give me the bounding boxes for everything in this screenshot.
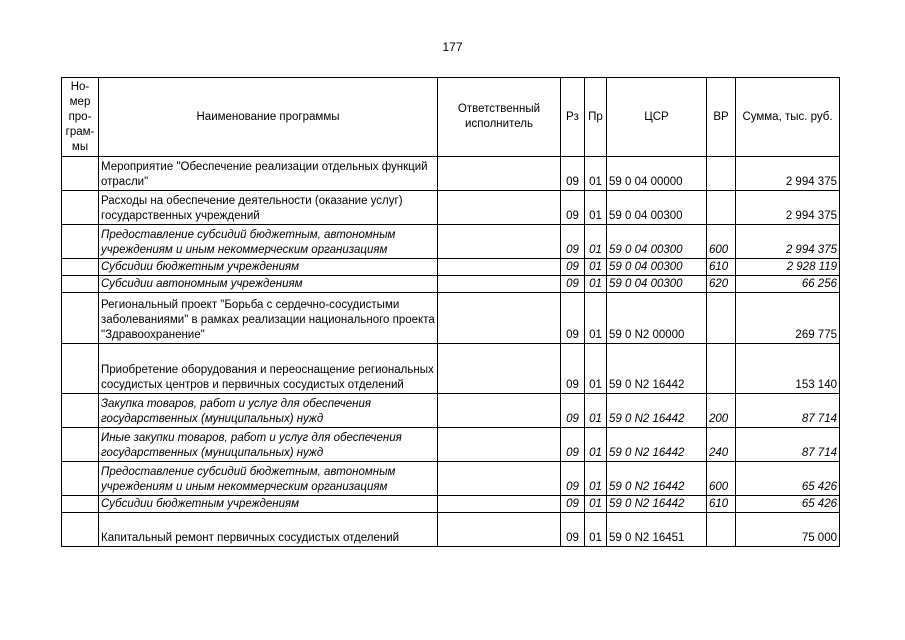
table-row <box>62 428 840 462</box>
vr-cell <box>707 191 736 225</box>
sum-cell: 2 994 375 <box>736 191 840 225</box>
csr-cell: 59 0 04 00000 <box>607 157 707 191</box>
executor-cell <box>438 157 561 191</box>
sum-cell: 2 994 375 <box>736 157 840 191</box>
table-row <box>62 513 840 547</box>
header-executor: Ответственный исполнитель <box>438 78 561 157</box>
program-name-cell: Капитальный ремонт первичных сосудистых отделений <box>99 513 438 547</box>
sum-cell: 269 775 <box>736 293 840 344</box>
executor-cell <box>438 225 561 259</box>
program-name-cell: Субсидии автономным учреждениям <box>99 276 438 293</box>
pr-cell: 01 <box>585 513 607 547</box>
rz-cell: 09 <box>561 225 585 259</box>
table-row <box>62 259 840 276</box>
pr-cell: 01 <box>585 462 607 496</box>
pr-cell: 01 <box>585 394 607 428</box>
program-number-cell <box>62 157 99 191</box>
sum-cell: 65 426 <box>736 462 840 496</box>
pr-cell: 01 <box>585 293 607 344</box>
page-number: 177 <box>442 40 463 54</box>
vr-cell: 600 <box>707 225 736 259</box>
executor-cell <box>438 344 561 394</box>
table-row <box>62 496 840 513</box>
rz-cell: 09 <box>561 259 585 276</box>
program-name-cell: Субсидии бюджетным учреждениям <box>99 496 438 513</box>
table-body <box>62 157 840 547</box>
rz-cell: 09 <box>561 428 585 462</box>
rz-cell: 09 <box>561 293 585 344</box>
table-header-row <box>62 78 840 157</box>
table-row <box>62 344 840 394</box>
table-row <box>62 462 840 496</box>
header-program-number: Но-мер про-грам-мы <box>62 78 99 157</box>
pr-cell: 01 <box>585 428 607 462</box>
program-number-cell <box>62 344 99 394</box>
header-csr: ЦСР <box>607 78 707 157</box>
executor-cell <box>438 293 561 344</box>
vr-cell: 610 <box>707 496 736 513</box>
executor-cell <box>438 513 561 547</box>
rz-cell: 09 <box>561 276 585 293</box>
sum-cell: 2 994 375 <box>736 225 840 259</box>
vr-cell: 200 <box>707 394 736 428</box>
csr-cell: 59 0 N2 16442 <box>607 462 707 496</box>
program-name-cell: Предоставление субсидий бюджетным, автономным учреждениям и иным некоммерческим организациям <box>99 225 438 259</box>
program-number-cell <box>62 276 99 293</box>
sum-cell: 66 256 <box>736 276 840 293</box>
pr-cell: 01 <box>585 344 607 394</box>
executor-cell <box>438 462 561 496</box>
table-row <box>62 225 840 259</box>
program-number-cell <box>62 496 99 513</box>
rz-cell: 09 <box>561 344 585 394</box>
sum-cell: 65 426 <box>736 496 840 513</box>
program-name-cell: Мероприятие "Обеспечение реализации отдельных функций отрасли" <box>99 157 438 191</box>
table-row <box>62 191 840 225</box>
program-name-cell: Приобретение оборудования и переоснащение региональных сосудистых центров и первичных сосудистых отделений <box>99 344 438 394</box>
pr-cell: 01 <box>585 225 607 259</box>
pr-cell: 01 <box>585 259 607 276</box>
vr-cell: 600 <box>707 462 736 496</box>
table-row <box>62 157 840 191</box>
program-name-cell: Закупка товаров, работ и услуг для обеспечения государственных (муниципальных) нужд <box>99 394 438 428</box>
vr-cell: 620 <box>707 276 736 293</box>
rz-cell: 09 <box>561 394 585 428</box>
vr-cell <box>707 157 736 191</box>
program-number-cell <box>62 394 99 428</box>
csr-cell: 59 0 N2 16442 <box>607 496 707 513</box>
program-number-cell <box>62 513 99 547</box>
csr-cell: 59 0 04 00300 <box>607 191 707 225</box>
vr-cell <box>707 513 736 547</box>
table-row <box>62 276 840 293</box>
program-number-cell <box>62 462 99 496</box>
pr-cell: 01 <box>585 157 607 191</box>
executor-cell <box>438 259 561 276</box>
program-number-cell <box>62 428 99 462</box>
program-number-cell <box>62 191 99 225</box>
vr-cell: 240 <box>707 428 736 462</box>
program-name-cell: Региональный проект "Борьба с сердечно-сосудистыми заболеваниями" в рамках реализации национального проекта "Здравоохранение" <box>99 293 438 344</box>
header-sum: Сумма, тыс. руб. <box>736 78 840 157</box>
csr-cell: 59 0 N2 16442 <box>607 344 707 394</box>
csr-cell: 59 0 04 00300 <box>607 276 707 293</box>
executor-cell <box>438 428 561 462</box>
header-pr: Пр <box>585 78 607 157</box>
csr-cell: 59 0 N2 00000 <box>607 293 707 344</box>
program-name-cell: Предоставление субсидий бюджетным, автономным учреждениям и иным некоммерческим организациям <box>99 462 438 496</box>
sum-cell: 75 000 <box>736 513 840 547</box>
executor-cell <box>438 191 561 225</box>
program-number-cell <box>62 293 99 344</box>
header-program-name: Наименование программы <box>99 78 438 157</box>
program-name-cell: Субсидии бюджетным учреждениям <box>99 259 438 276</box>
header-vr: ВР <box>707 78 736 157</box>
rz-cell: 09 <box>561 513 585 547</box>
program-name-cell: Иные закупки товаров, работ и услуг для обеспечения государственных (муниципальных) нужд <box>99 428 438 462</box>
program-name-cell: Расходы на обеспечение деятельности (оказание услуг) государственных учреждений <box>99 191 438 225</box>
vr-cell <box>707 344 736 394</box>
executor-cell <box>438 496 561 513</box>
executor-cell <box>438 394 561 428</box>
table-row <box>62 394 840 428</box>
csr-cell: 59 0 N2 16451 <box>607 513 707 547</box>
table-row <box>62 293 840 344</box>
program-number-cell <box>62 259 99 276</box>
csr-cell: 59 0 04 00300 <box>607 259 707 276</box>
vr-cell <box>707 293 736 344</box>
rz-cell: 09 <box>561 462 585 496</box>
csr-cell: 59 0 N2 16442 <box>607 394 707 428</box>
sum-cell: 87 714 <box>736 428 840 462</box>
budget-table <box>61 77 840 547</box>
header-rz: Рз <box>561 78 585 157</box>
sum-cell: 2 928 119 <box>736 259 840 276</box>
rz-cell: 09 <box>561 496 585 513</box>
rz-cell: 09 <box>561 191 585 225</box>
executor-cell <box>438 276 561 293</box>
csr-cell: 59 0 04 00300 <box>607 225 707 259</box>
pr-cell: 01 <box>585 276 607 293</box>
sum-cell: 87 714 <box>736 394 840 428</box>
rz-cell: 09 <box>561 157 585 191</box>
csr-cell: 59 0 N2 16442 <box>607 428 707 462</box>
pr-cell: 01 <box>585 191 607 225</box>
sum-cell: 153 140 <box>736 344 840 394</box>
program-number-cell <box>62 225 99 259</box>
pr-cell: 01 <box>585 496 607 513</box>
vr-cell: 610 <box>707 259 736 276</box>
